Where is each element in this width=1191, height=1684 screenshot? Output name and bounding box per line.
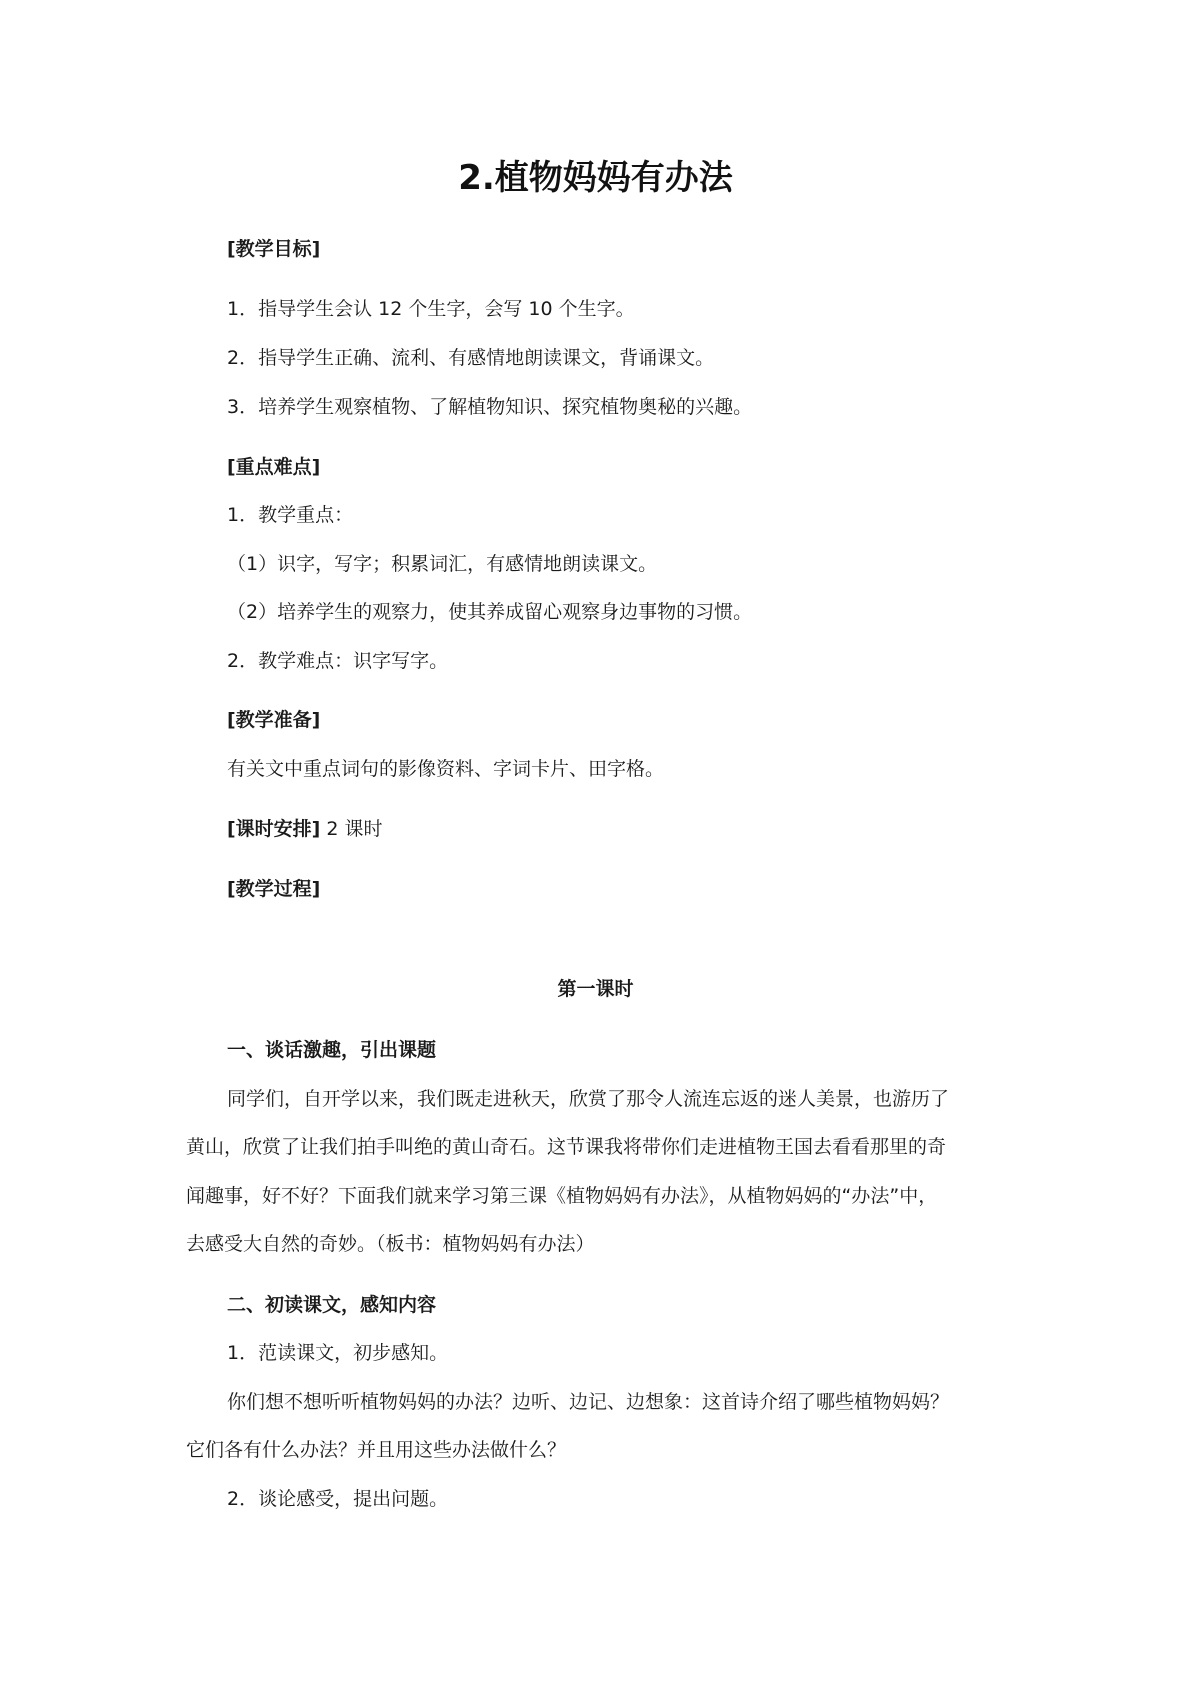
section1-line-4: 去感受大自然的奇妙。（板书：植物妈妈有办法）	[186, 1233, 595, 1255]
lesson1-heading: 第一课时	[557, 978, 634, 1000]
section1-heading: 一、谈话激趣，引出课题	[227, 1039, 437, 1061]
schedule-heading: [课时安排]	[227, 818, 321, 840]
section2-step-2: 2．谈论感受，提出问题。	[227, 1488, 449, 1510]
preparation-heading: [教学准备]	[227, 709, 321, 731]
section1-line-2: 黄山，欣赏了让我们拍手叫绝的黄山奇石。这节课我将带你们走进植物王国去看看那里的奇	[186, 1136, 947, 1158]
process-heading: [教学过程]	[227, 878, 321, 900]
key-points-heading: [重点难点]	[227, 456, 321, 478]
section2-step-1: 1．范读课文，初步感知。	[227, 1342, 449, 1364]
section2-line-2: 它们各有什么办法？并且用这些办法做什么？	[186, 1439, 567, 1461]
page-title: 2.植物妈妈有办法	[458, 158, 733, 198]
section2-line-1: 你们想不想听听植物妈妈的办法？边听、边记、边想象：这首诗介绍了哪些植物妈妈？	[227, 1391, 950, 1413]
objectives-heading: [教学目标]	[227, 238, 321, 260]
schedule-line	[227, 816, 383, 842]
key-point-item-2: （1）识字，写字；积累词汇，有感情地朗读课文。	[227, 553, 658, 575]
preparation-text: 有关文中重点词句的影像资料、字词卡片、田字格。	[227, 758, 665, 780]
schedule-text: 2 课时	[320, 818, 383, 840]
objective-item-3: 3．培养学生观察植物、了解植物知识、探究植物奥秘的兴趣。	[227, 396, 753, 418]
section1-line-1: 同学们，自开学以来，我们既走进秋天，欣赏了那令人流连忘返的迷人美景，也游历了	[227, 1088, 950, 1110]
key-point-item-1: 1．教学重点：	[227, 504, 354, 526]
objective-item-2: 2．指导学生正确、流利、有感情地朗读课文，背诵课文。	[227, 347, 715, 369]
section1-line-3: 闻趣事，好不好？下面我们就来学习第三课《植物妈妈有办法》，从植物妈妈的“办法”中，	[186, 1185, 938, 1207]
key-point-item-3: （2）培养学生的观察力，使其养成留心观察身边事物的习惯。	[227, 601, 753, 623]
section2-heading: 二、初读课文，感知内容	[227, 1294, 437, 1316]
key-point-item-4: 2．教学难点：识字写字。	[227, 650, 449, 672]
objective-item-1: 1．指导学生会认 12 个生字，会写 10 个生字。	[227, 298, 635, 320]
